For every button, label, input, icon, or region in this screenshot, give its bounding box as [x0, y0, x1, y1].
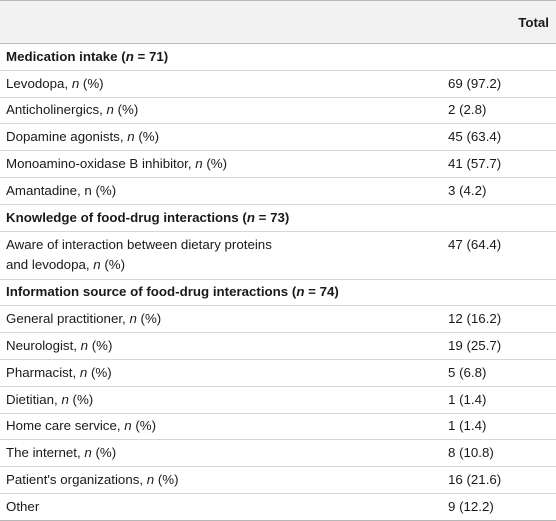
table-row: [0, 333, 556, 360]
row-value: 3 (4.2): [410, 177, 556, 204]
table-row: [0, 306, 556, 333]
row-value: 2 (2.8): [410, 97, 556, 124]
table-row: [0, 467, 556, 494]
row-label: Neurologist, n (%): [0, 333, 410, 360]
row-value: 1 (1.4): [410, 386, 556, 413]
header-label-cell: [0, 1, 410, 44]
table-row: [0, 151, 556, 178]
table-row: [0, 493, 556, 520]
row-value: 41 (57.7): [410, 151, 556, 178]
row-value: 47 (64.4): [410, 231, 556, 279]
row-value: 5 (6.8): [410, 359, 556, 386]
row-value: 16 (21.6): [410, 467, 556, 494]
table-row: [0, 177, 556, 204]
row-value: 1 (1.4): [410, 413, 556, 440]
row-label: Knowledge of food-drug interactions (n = 73): [0, 204, 410, 231]
section-row-information-source: [0, 279, 556, 306]
table-row: [0, 124, 556, 151]
table-row: [0, 359, 556, 386]
row-value: 45 (63.4): [410, 124, 556, 151]
row-label: Patient's organizations, n (%): [0, 467, 410, 494]
table-row: [0, 231, 556, 279]
row-label: Home care service, n (%): [0, 413, 410, 440]
header-total-cell: Total: [410, 1, 556, 44]
row-value: 19 (25.7): [410, 333, 556, 360]
table-row: [0, 440, 556, 467]
row-label: Levodopa, n (%): [0, 70, 410, 97]
row-value: 8 (10.8): [410, 440, 556, 467]
row-label: Dopamine agonists, n (%): [0, 124, 410, 151]
header-row: [0, 1, 556, 44]
row-label: General practitioner, n (%): [0, 306, 410, 333]
row-label: Other: [0, 493, 410, 520]
row-value: [410, 279, 556, 306]
section-row-knowledge: [0, 204, 556, 231]
table-row: [0, 413, 556, 440]
row-value: 12 (16.2): [410, 306, 556, 333]
row-value: [410, 204, 556, 231]
row-label: Information source of food-drug interactions (n = 74): [0, 279, 410, 306]
table-row: [0, 70, 556, 97]
row-label: Amantadine, n (%): [0, 177, 410, 204]
row-label: Monoamino-oxidase B inhibitor, n (%): [0, 151, 410, 178]
section-row-medication-intake: [0, 44, 556, 71]
row-value: 69 (97.2): [410, 70, 556, 97]
row-label: Medication intake (n = 71): [0, 44, 410, 71]
row-label: Pharmacist, n (%): [0, 359, 410, 386]
row-value: 9 (12.2): [410, 493, 556, 520]
table-row: [0, 97, 556, 124]
row-label: Anticholinergics, n (%): [0, 97, 410, 124]
table-row: [0, 386, 556, 413]
row-label: Aware of interaction between dietary proteins and levodopa, n (%): [0, 231, 410, 279]
row-label: Dietitian, n (%): [0, 386, 410, 413]
row-label: The internet, n (%): [0, 440, 410, 467]
row-value: [410, 44, 556, 71]
